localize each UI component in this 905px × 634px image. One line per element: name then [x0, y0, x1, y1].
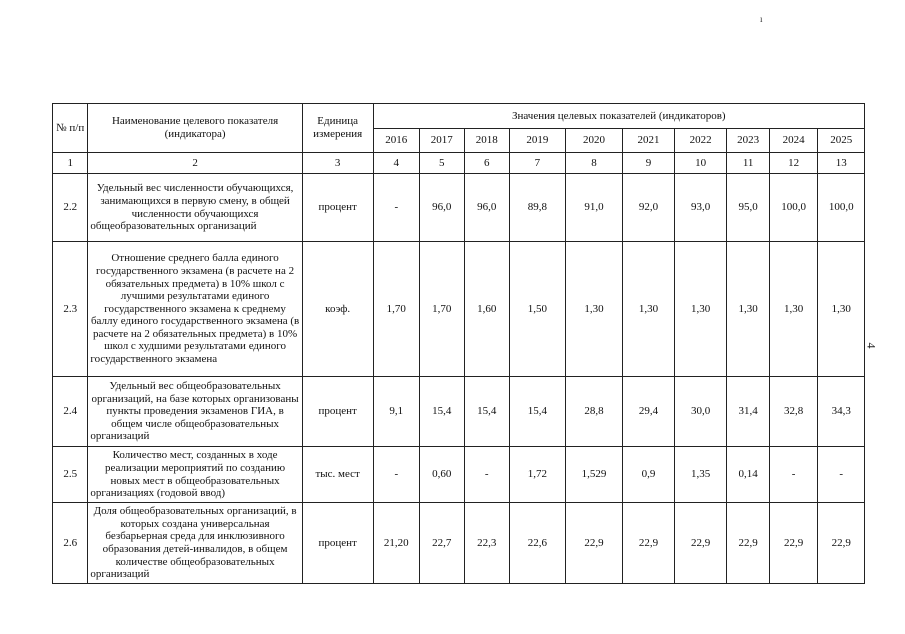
year-header: 2019 — [510, 129, 566, 153]
row-name: Количество мест, созданных в ходе реализации мероприятий по созданию новых мест в общеобразовательных организациях (годовой ввод) — [88, 447, 302, 503]
row-unit: тыс. мест — [302, 447, 373, 503]
row-value: - — [818, 447, 865, 503]
row-value: 1,70 — [373, 242, 420, 377]
row-unit: процент — [302, 503, 373, 584]
column-index: 2 — [88, 153, 302, 174]
row-value: 22,9 — [565, 503, 623, 584]
row-num: 2.6 — [53, 503, 88, 584]
column-index: 12 — [769, 153, 818, 174]
table-row — [53, 174, 865, 242]
row-value: 1,30 — [818, 242, 865, 377]
row-value: 15,4 — [464, 377, 510, 447]
header-num: № п/п — [53, 104, 88, 153]
row-value: 96,0 — [464, 174, 510, 242]
row-value: 95,0 — [727, 174, 769, 242]
row-value: 22,9 — [818, 503, 865, 584]
year-header: 2022 — [674, 129, 727, 153]
row-num: 2.3 — [53, 242, 88, 377]
year-header: 2021 — [623, 129, 675, 153]
page-mark: ı — [760, 14, 763, 24]
column-index: 3 — [302, 153, 373, 174]
row-value: 1,30 — [769, 242, 818, 377]
row-value: 9,1 — [373, 377, 420, 447]
header-row — [53, 104, 865, 129]
year-header: 2025 — [818, 129, 865, 153]
column-index: 4 — [373, 153, 420, 174]
row-value: 0,14 — [727, 447, 769, 503]
header-values: Значения целевых показателей (индикаторов) — [373, 104, 864, 129]
row-value: 1,70 — [420, 242, 464, 377]
row-value: 1,50 — [510, 242, 566, 377]
row-value: 21,20 — [373, 503, 420, 584]
table-row — [53, 377, 865, 447]
row-name: Удельный вес общеобразовательных организаций, на базе которых организованы пункты проведения экзаменов ГИА, в общем числе общеобразовательных организаций — [88, 377, 302, 447]
row-value: 15,4 — [510, 377, 566, 447]
row-unit: процент — [302, 174, 373, 242]
column-index: 7 — [510, 153, 566, 174]
row-value: 91,0 — [565, 174, 623, 242]
table-row — [53, 503, 865, 584]
indicators-table — [52, 103, 865, 584]
row-value: 96,0 — [420, 174, 464, 242]
row-value: 32,8 — [769, 377, 818, 447]
column-index-row — [53, 153, 865, 174]
row-value: 1,30 — [727, 242, 769, 377]
row-unit: процент — [302, 377, 373, 447]
year-header: 2023 — [727, 129, 769, 153]
row-value: 100,0 — [818, 174, 865, 242]
column-index: 9 — [623, 153, 675, 174]
row-value: 89,8 — [510, 174, 566, 242]
row-value: 1,30 — [565, 242, 623, 377]
row-unit: коэф. — [302, 242, 373, 377]
column-index: 1 — [53, 153, 88, 174]
row-value: 1,529 — [565, 447, 623, 503]
row-value: 30,0 — [674, 377, 727, 447]
row-value: 0,60 — [420, 447, 464, 503]
row-value: 15,4 — [420, 377, 464, 447]
row-value: 28,8 — [565, 377, 623, 447]
row-value: 22,7 — [420, 503, 464, 584]
row-value: 22,9 — [623, 503, 675, 584]
row-num: 2.4 — [53, 377, 88, 447]
row-value: - — [769, 447, 818, 503]
column-index: 6 — [464, 153, 510, 174]
row-value: 0,9 — [623, 447, 675, 503]
header-name: Наименование целевого показателя (индикатора) — [88, 104, 302, 153]
row-value: 22,9 — [727, 503, 769, 584]
table-row — [53, 242, 865, 377]
row-value: 29,4 — [623, 377, 675, 447]
row-value: 1,60 — [464, 242, 510, 377]
table-row — [53, 447, 865, 503]
row-value: 1,35 — [674, 447, 727, 503]
column-index: 10 — [674, 153, 727, 174]
row-value: - — [464, 447, 510, 503]
row-value: 93,0 — [674, 174, 727, 242]
row-name: Отношение среднего балла единого государственного экзамена (в расчете на 2 обязательных предмета) в 10% школ с лучшими результатами единого государственного экзамена к среднему баллу единого государственного экзамена (в расчете на 2 обязательных предмета) в 10% школ с худшими результатами единого государственного экзамена — [88, 242, 302, 377]
header-unit: Единица измерения — [302, 104, 373, 153]
row-num: 2.2 — [53, 174, 88, 242]
year-header: 2018 — [464, 129, 510, 153]
row-name: Доля общеобразовательных организаций, в которых создана универсальная безбарьерная среда для инклюзивного образования детей-инвалидов, в общем количестве общеобразовательных организаций — [88, 503, 302, 584]
row-num: 2.5 — [53, 447, 88, 503]
year-header: 2024 — [769, 129, 818, 153]
column-index: 8 — [565, 153, 623, 174]
year-header: 2016 — [373, 129, 420, 153]
row-value: 92,0 — [623, 174, 675, 242]
column-index: 5 — [420, 153, 464, 174]
column-index: 11 — [727, 153, 769, 174]
row-value: 34,3 — [818, 377, 865, 447]
year-header: 2020 — [565, 129, 623, 153]
row-value: 22,3 — [464, 503, 510, 584]
year-header: 2017 — [420, 129, 464, 153]
row-value: 100,0 — [769, 174, 818, 242]
row-value: 22,9 — [674, 503, 727, 584]
row-value: 31,4 — [727, 377, 769, 447]
row-value: 22,6 — [510, 503, 566, 584]
row-value: - — [373, 174, 420, 242]
row-value: 1,30 — [623, 242, 675, 377]
column-index: 13 — [818, 153, 865, 174]
row-value: 1,72 — [510, 447, 566, 503]
row-value: 1,30 — [674, 242, 727, 377]
side-page-number: 4 — [864, 342, 879, 349]
row-value: - — [373, 447, 420, 503]
row-value: 22,9 — [769, 503, 818, 584]
row-name: Удельный вес численности обучающихся, занимающихся в первую смену, в общей численности обучающихся общеобразовательных организаций — [88, 174, 302, 242]
